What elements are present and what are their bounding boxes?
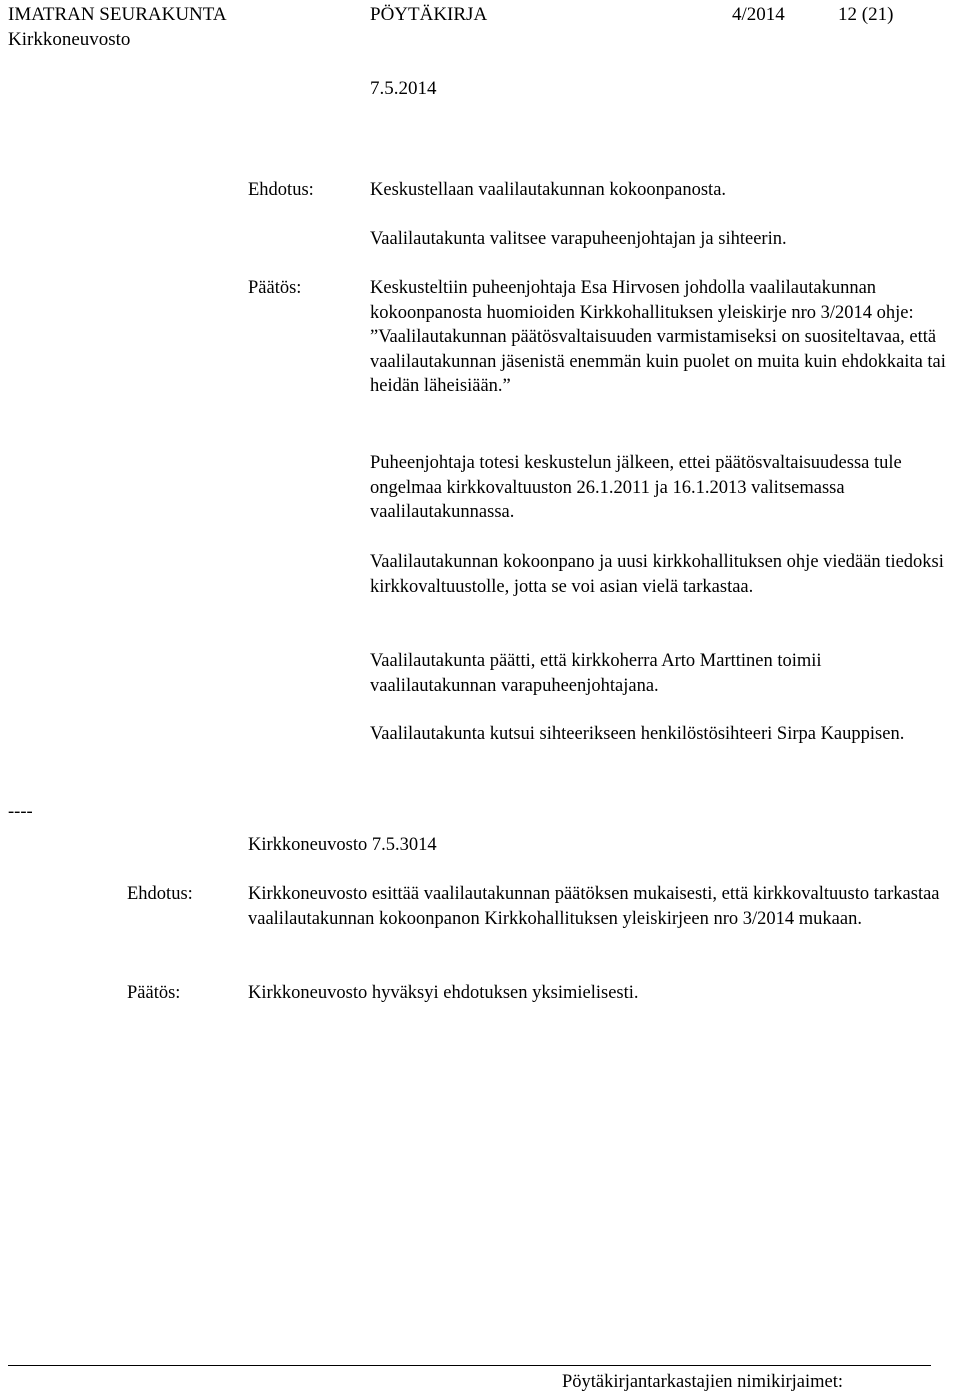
decision-paragraph: Keskusteltiin puheenjohtaja Esa Hirvosen johdolla vaalilautakunnan kokoonpanosta huomioiden Kirkkohallituksen yleiskirje nro 3/2014 ohje: ”Vaalilautakunnan päätösvaltaisuuden varmistamiseksi on suositeltavaa, että vaalilautakunnan jäsenistä enemmän kuin puolet on muita kuin ehdokkaita tai heidän läheisiään.”: [370, 278, 946, 396]
decision-paragraph: Puheenjohtaja totesi keskustelun jälkeen, ettei päätösvaltaisuudessa tule ongelmaa kirkkovaltuuston 26.1.2011 ja 16.1.2013 valitsemassa vaalilautakunnassa.: [370, 453, 902, 522]
proposal-paragraph: Kirkkoneuvosto esittää vaalilautakunnan päätöksen mukaisesti, että kirkkovaltuusto tarkastaa vaalilautakunnan kokoonpanon Kirkkohallituksen yleiskirjeen nro 3/2014 mukaan.: [248, 884, 940, 929]
footer-rule: [8, 1365, 931, 1366]
page-number: 12 (21): [838, 4, 894, 25]
organization-name: IMATRAN SEURAKUNTA: [8, 4, 227, 25]
document-type: PÖYTÄKIRJA: [370, 4, 488, 25]
body-name: Kirkkoneuvosto: [8, 29, 131, 50]
meeting-date: 7.5.2014: [370, 78, 437, 99]
decision-text: Kirkkoneuvosto hyväksyi ehdotuksen yksimielisesti.: [248, 983, 639, 1003]
decision-paragraph: Vaalilautakunta kutsui sihteerikseen henkilöstösihteeri Sirpa Kauppisen.: [370, 724, 905, 744]
proposal-line: Vaalilautakunta valitsee varapuheenjohtajan ja sihteerin.: [370, 229, 787, 249]
section-separator: ----: [8, 802, 33, 822]
document-number: 4/2014: [732, 4, 785, 25]
proposal-line: Keskustellaan vaalilautakunnan kokoonpanosta.: [370, 180, 727, 200]
decision-label: Päätös:: [248, 278, 302, 298]
decision-paragraph: Vaalilautakunta päätti, että kirkkoherra Arto Marttinen toimii vaalilautakunnan varapuheenjohtajana.: [370, 651, 822, 696]
section-heading: Kirkkoneuvosto 7.5.3014: [248, 835, 437, 855]
proposal-label: Ehdotus:: [248, 180, 314, 200]
decision-paragraph: Vaalilautakunnan kokoonpano ja uusi kirkkohallituksen ohje viedään tiedoksi kirkkovaltuustolle, jotta se voi asian vielä tarkastaa.: [370, 552, 944, 597]
proposal-label: Ehdotus:: [127, 884, 193, 904]
decision-label: Päätös:: [127, 983, 181, 1003]
initials-label: Pöytäkirjantarkastajien nimikirjaimet:: [562, 1372, 844, 1392]
